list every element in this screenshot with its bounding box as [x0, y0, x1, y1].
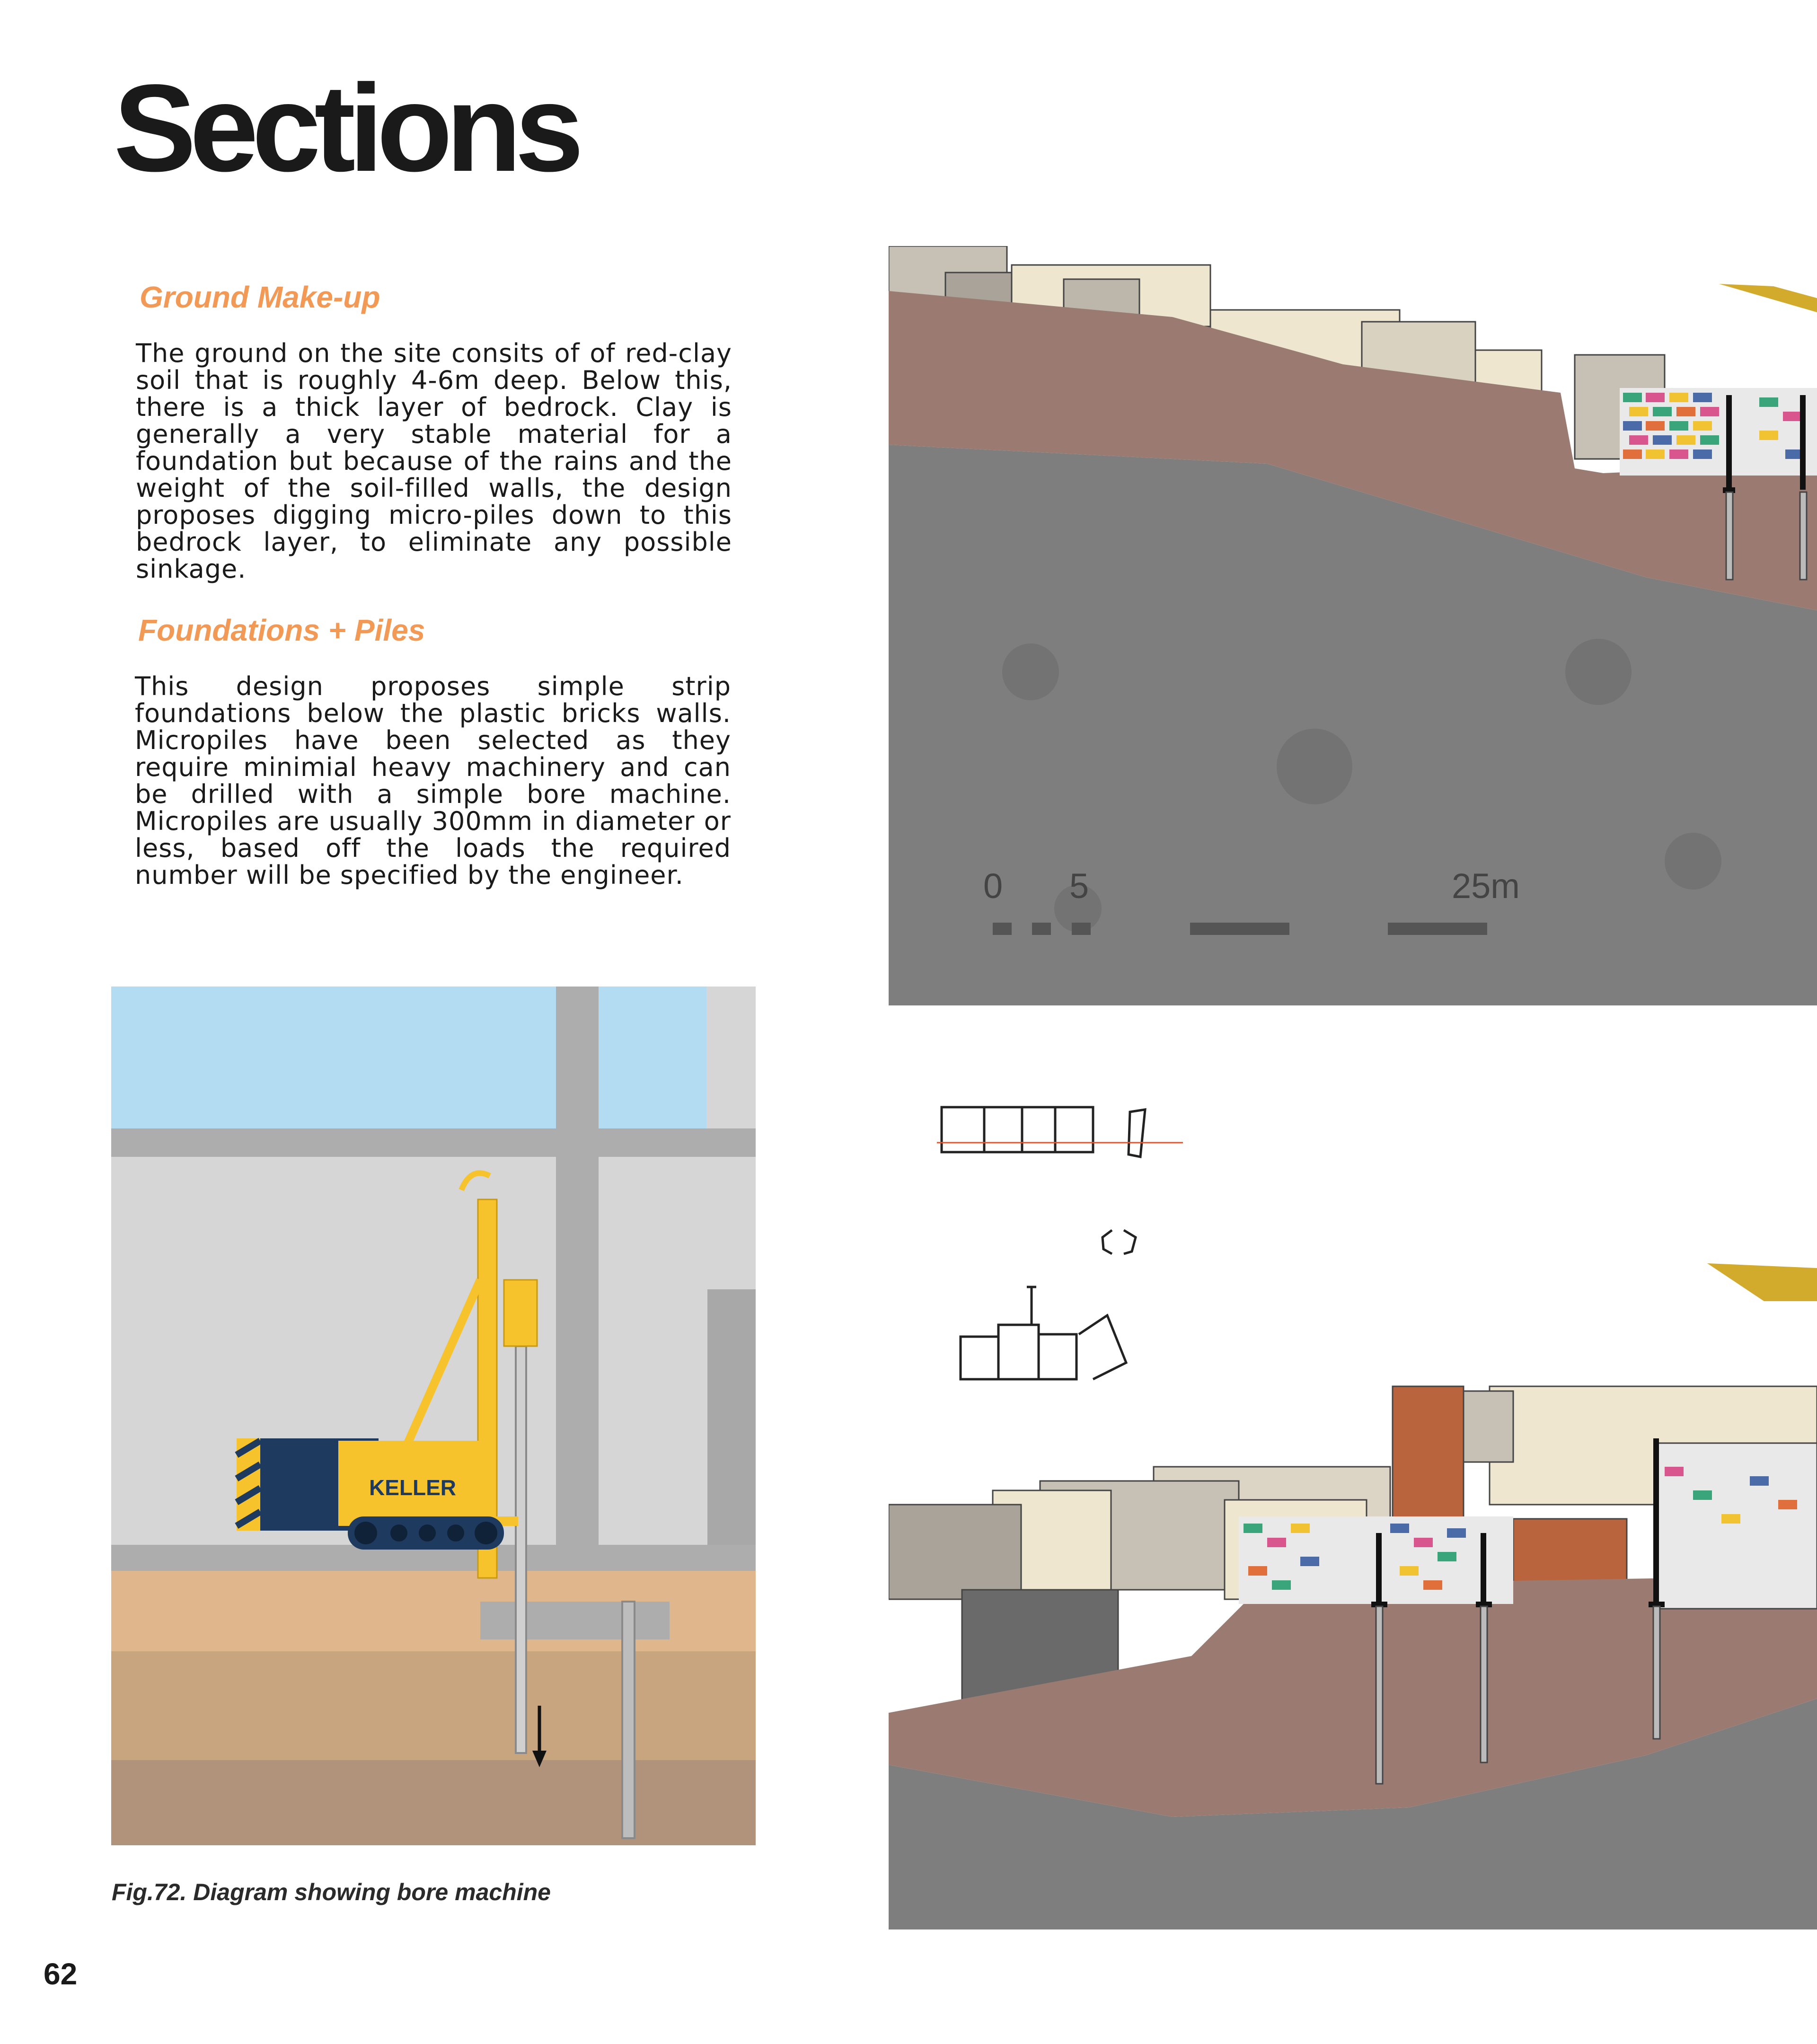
door-opening — [707, 1289, 756, 1554]
keller-logo: KELLER — [369, 1475, 456, 1500]
soil-layer-2 — [111, 1651, 756, 1760]
section-heading-foundations: Foundations + Piles — [138, 613, 425, 647]
svg-text:0: 0 — [983, 866, 1003, 906]
installed-micropile — [622, 1602, 635, 1838]
soil-layer-3 — [111, 1760, 756, 1845]
page-title: Sections — [114, 59, 578, 197]
drill-rod — [516, 1346, 526, 1753]
section-body-ground: The ground on the site consits of of red-clay soil that is roughly 4-6m deep. Below this, there is a thick layer of bedrock. Clay is generally a very stable material for a foundation but because of the rains and the weight of the soil-filled walls, the design proposes digging micro-piles down to this bedrock layer, to eliminate any possible sinkage. — [136, 338, 732, 584]
section-heading-ground: Ground Make-up — [140, 280, 380, 314]
figure-caption: Fig.72. Diagram showing bore machine — [112, 1879, 551, 1905]
pile-cap — [480, 1602, 670, 1639]
micropile — [1726, 492, 1733, 580]
bore-machine-diagram — [111, 987, 756, 1845]
sky — [111, 987, 756, 1128]
rotary-head — [504, 1280, 537, 1346]
site-section-top — [889, 246, 1817, 1005]
site-section-bottom — [889, 1254, 1817, 1929]
svg-text:25m: 25m — [1452, 866, 1520, 906]
roof-canopy-lower — [1707, 1263, 1817, 1301]
svg-text:5: 5 — [1069, 866, 1089, 906]
page-number: 62 — [44, 1957, 78, 1991]
column — [556, 987, 599, 1602]
upper-floor-slab — [111, 1128, 756, 1157]
section-body-foundations: This design proposes simple strip foundations below the plastic bricks walls. Micropiles have been selected as they require minimial heavy machinery and can be drilled with a simple bore machine. Micropiles are usually 300mm in diameter or less, based off the loads the required number will be specified by the engineer. — [135, 671, 731, 890]
